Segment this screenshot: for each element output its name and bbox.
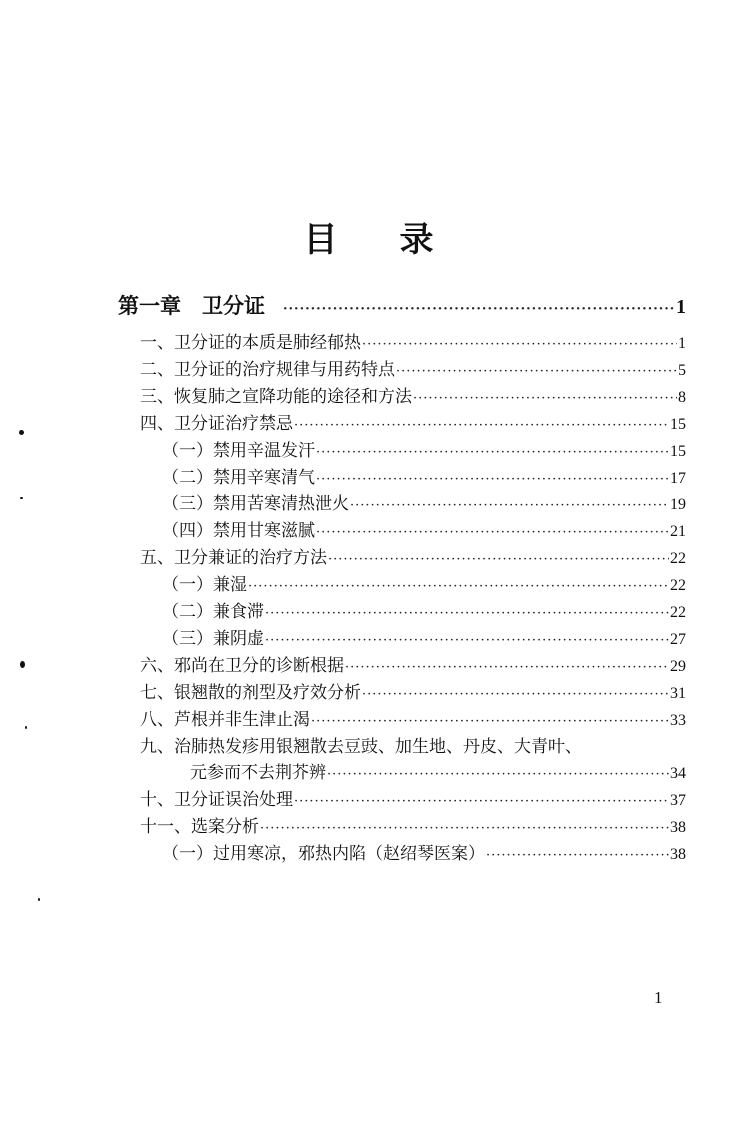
toc-title-char-2: 录 (399, 220, 434, 260)
toc-entry-page: 22 (670, 604, 686, 621)
toc-entry[interactable] (162, 516, 686, 541)
toc-entry[interactable] (140, 678, 686, 703)
toc-entry[interactable] (140, 651, 686, 676)
toc-chapter-1[interactable] (118, 290, 686, 320)
toc-leader-dots (294, 794, 669, 809)
toc-leader-dots (316, 445, 669, 460)
toc-leader-dots (350, 498, 669, 513)
toc-entry[interactable] (140, 732, 582, 757)
toc-entry-page: 22 (670, 550, 686, 568)
toc-entry[interactable] (162, 839, 686, 864)
toc-entry[interactable] (162, 597, 686, 622)
toc-leader-dots (396, 364, 677, 379)
toc-leader-dots (316, 525, 669, 540)
toc-entry[interactable] (162, 489, 686, 514)
toc-entry[interactable] (140, 328, 686, 353)
toc-entry-page: 22 (670, 577, 686, 595)
toc-entry[interactable] (140, 785, 686, 810)
toc-entry-page: 15 (670, 415, 686, 433)
toc-entry-label: （一）禁用辛温发汗 (162, 440, 315, 461)
toc-entry-label: （三）兼阴虚 (162, 628, 264, 649)
toc-leader-dots (362, 337, 677, 352)
toc-entry-page: 27 (670, 630, 686, 648)
toc-entry[interactable] (140, 355, 686, 380)
toc-entry-label: 四、卫分证治疗禁忌 (140, 413, 293, 434)
toc-leader-dots (260, 821, 669, 836)
toc-entry-page: 1 (676, 296, 686, 318)
toc-entry[interactable] (140, 382, 686, 407)
toc-entry[interactable] (190, 758, 686, 783)
toc-entry-page: 21 (670, 523, 686, 541)
page-number: 1 (654, 988, 663, 1007)
toc-entry-page: 29 (670, 657, 686, 675)
toc-leader-dots (265, 606, 669, 621)
toc-entry-page: 37 (670, 792, 686, 810)
toc-entry-label: 第一章 卫分证 (118, 293, 265, 318)
toc-entry-label: 十、卫分证误治处理 (140, 790, 293, 811)
toc-leader-dots (413, 391, 677, 406)
toc-entry-page: 15 (670, 442, 686, 460)
toc-leader-dots (328, 552, 669, 567)
toc-entry[interactable] (140, 409, 686, 434)
toc-leader-dots (345, 660, 669, 675)
toc-entry[interactable] (162, 463, 686, 488)
toc-entry-label: 六、邪尚在卫分的诊断根据 (140, 655, 344, 676)
toc-leader-dots (362, 687, 669, 702)
toc-entry-label: 八、芦根并非生津止渴 (140, 709, 310, 730)
scan-speck (20, 661, 25, 668)
toc-entry-page: 38 (670, 846, 686, 864)
toc-leader-dots (486, 848, 669, 863)
toc-leader-dots (265, 633, 669, 648)
toc-entry-label: （四）禁用甘寒滋腻 (162, 521, 315, 542)
toc-entry-page: 8 (678, 388, 686, 406)
toc-title-char-1: 目 (303, 220, 338, 260)
toc-entry[interactable] (140, 812, 686, 837)
toc-entry-page: 19 (670, 496, 686, 514)
toc-entry-label: （一）兼湿 (162, 575, 247, 596)
toc-title (0, 212, 737, 261)
toc-leader-dots (294, 418, 669, 433)
toc-entry[interactable] (162, 570, 686, 595)
toc-entry[interactable] (140, 543, 686, 568)
toc-entry-page: 31 (670, 684, 686, 702)
toc-entry-label: 五、卫分兼证的治疗方法 (140, 548, 327, 569)
toc-entry-page: 34 (670, 765, 686, 783)
toc-entry-label: （三）禁用苦寒清热泄火 (162, 494, 349, 515)
scan-speck (38, 898, 40, 901)
toc-entry-label: 三、恢复肺之宣降功能的途径和方法 (140, 386, 412, 407)
toc-entry-label: （一）过用寒凉，邪热内陷（赵绍琴医案） (162, 844, 485, 865)
toc-entry-page: 5 (678, 361, 686, 379)
scan-speck (20, 497, 23, 499)
toc-entry-page: 38 (670, 819, 686, 837)
toc-entry-label: （二）禁用辛寒清气 (162, 467, 315, 488)
toc-entry-page: 33 (670, 711, 686, 729)
toc-entry-label: 十一、选案分析 (140, 817, 259, 838)
toc-leader-dots (283, 302, 675, 317)
toc-entry-label: 元参而不去荆芥辨 (190, 763, 326, 784)
scan-speck (25, 726, 27, 729)
toc-entry[interactable] (140, 705, 686, 730)
toc-entry-page: 1 (678, 335, 686, 352)
toc-entry[interactable] (162, 624, 686, 649)
toc-entry[interactable] (162, 436, 686, 461)
toc-leader-dots (327, 767, 669, 782)
toc-entry-label: 七、银翘散的剂型及疗效分析 (140, 682, 361, 703)
toc-entry-label: 二、卫分证的治疗规律与用药特点 (140, 359, 395, 380)
toc-entry-page: 17 (670, 469, 686, 487)
toc-entry-label: 九、治肺热发疹用银翘散去豆豉、加生地、丹皮、大青叶、 (140, 736, 582, 757)
toc-entry-label: （二）兼食滞 (162, 602, 264, 622)
toc-leader-dots (316, 472, 669, 487)
toc-entry-label: 一、卫分证的本质是肺经郁热 (140, 333, 361, 353)
toc-leader-dots (311, 714, 669, 729)
toc-leader-dots (248, 579, 669, 594)
scan-speck (19, 430, 24, 435)
